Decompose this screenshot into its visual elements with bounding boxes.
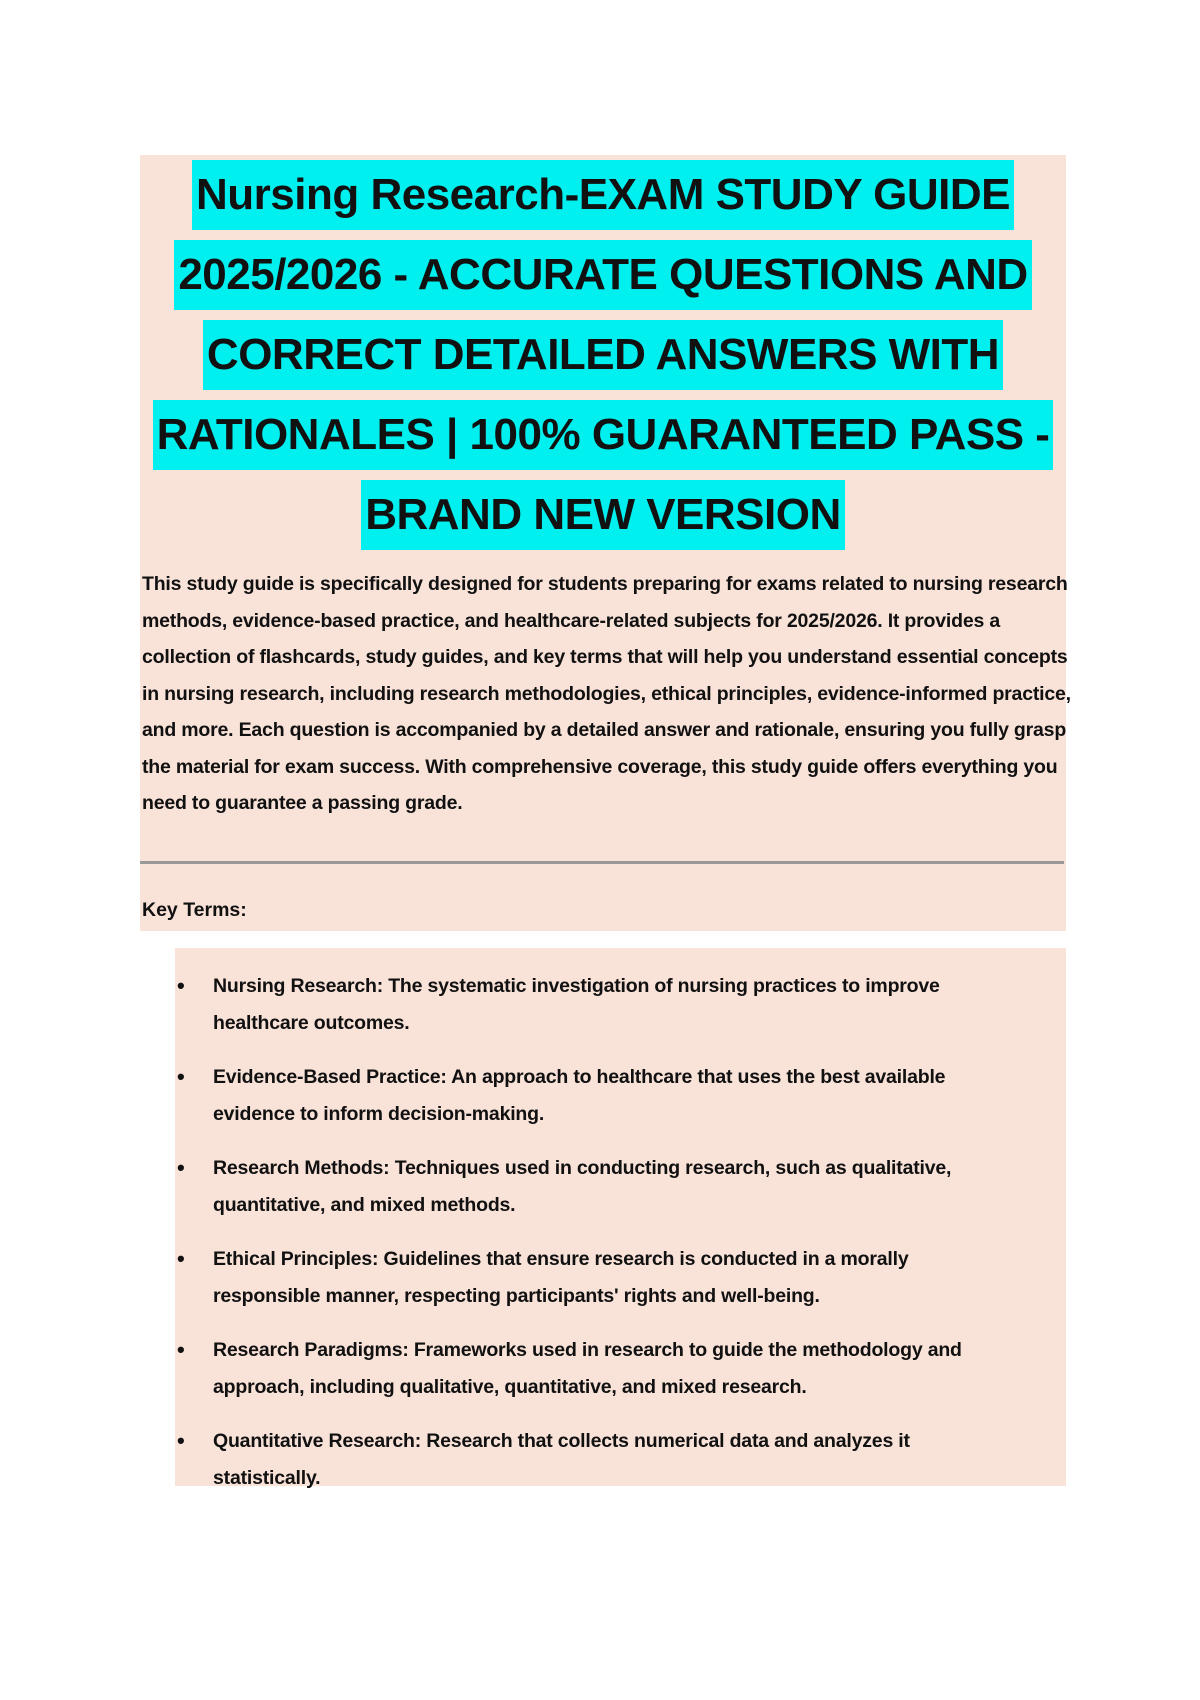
- key-term-text: Ethical Principles: Guidelines that ensure research is conducted in a morally responsible manner, respecting participants' rights and well-being.: [213, 1248, 909, 1307]
- key-terms-section: [175, 948, 1066, 1489]
- header-section: [140, 155, 1071, 931]
- key-term-text: Research Methods: Techniques used in conducting research, such as qualitative, quantitative, and mixed methods.: [213, 1157, 952, 1216]
- key-term-text: Research Paradigms: Frameworks used in research to guide the methodology and approach, including qualitative, quantitative, and mixed research.: [213, 1339, 962, 1398]
- bullet-icon: •: [177, 973, 185, 998]
- title-line: RATIONALES | 100% GUARANTEED PASS -: [153, 400, 1054, 470]
- intro-paragraph: This study guide is specifically designed for students preparing for exams related to nursing research methods, evidence-based practice, and healthcare-related subjects for 2025/2026. It provides a collection of flashcards, study guides, and key terms that will help you understand essential concepts in nursing research, including research methodologies, ethical principles, evidence-informed practice, and more. Each question is accompanied by a detailed answer and rationale, ensuring you fully grasp the material for exam success. With comprehensive coverage, this study guide offers everything you need to guarantee a passing grade.: [142, 573, 1071, 814]
- key-terms-heading: Key Terms:: [142, 899, 247, 921]
- key-term-text: Quantitative Research: Research that collects numerical data and analyzes it statistically.: [213, 1430, 910, 1489]
- key-term-text: Nursing Research: The systematic investigation of nursing practices to improve healthcare outcomes.: [213, 975, 940, 1034]
- title-line: BRAND NEW VERSION: [361, 480, 845, 550]
- bullet-icon: •: [177, 1064, 185, 1089]
- section-divider: [140, 861, 1064, 864]
- title-line: 2025/2026 - ACCURATE QUESTIONS AND: [174, 240, 1031, 310]
- bullet-icon: •: [177, 1246, 185, 1271]
- bullet-icon: •: [177, 1428, 185, 1453]
- key-term-text: Evidence-Based Practice: An approach to healthcare that uses the best available evidence to inform decision-making.: [213, 1066, 946, 1125]
- bullet-icon: •: [177, 1337, 185, 1362]
- title-line: CORRECT DETAILED ANSWERS WITH: [203, 320, 1003, 390]
- document-title: [140, 155, 1066, 555]
- bullet-icon: •: [177, 1155, 185, 1180]
- title-line: Nursing Research-EXAM STUDY GUIDE: [192, 160, 1014, 230]
